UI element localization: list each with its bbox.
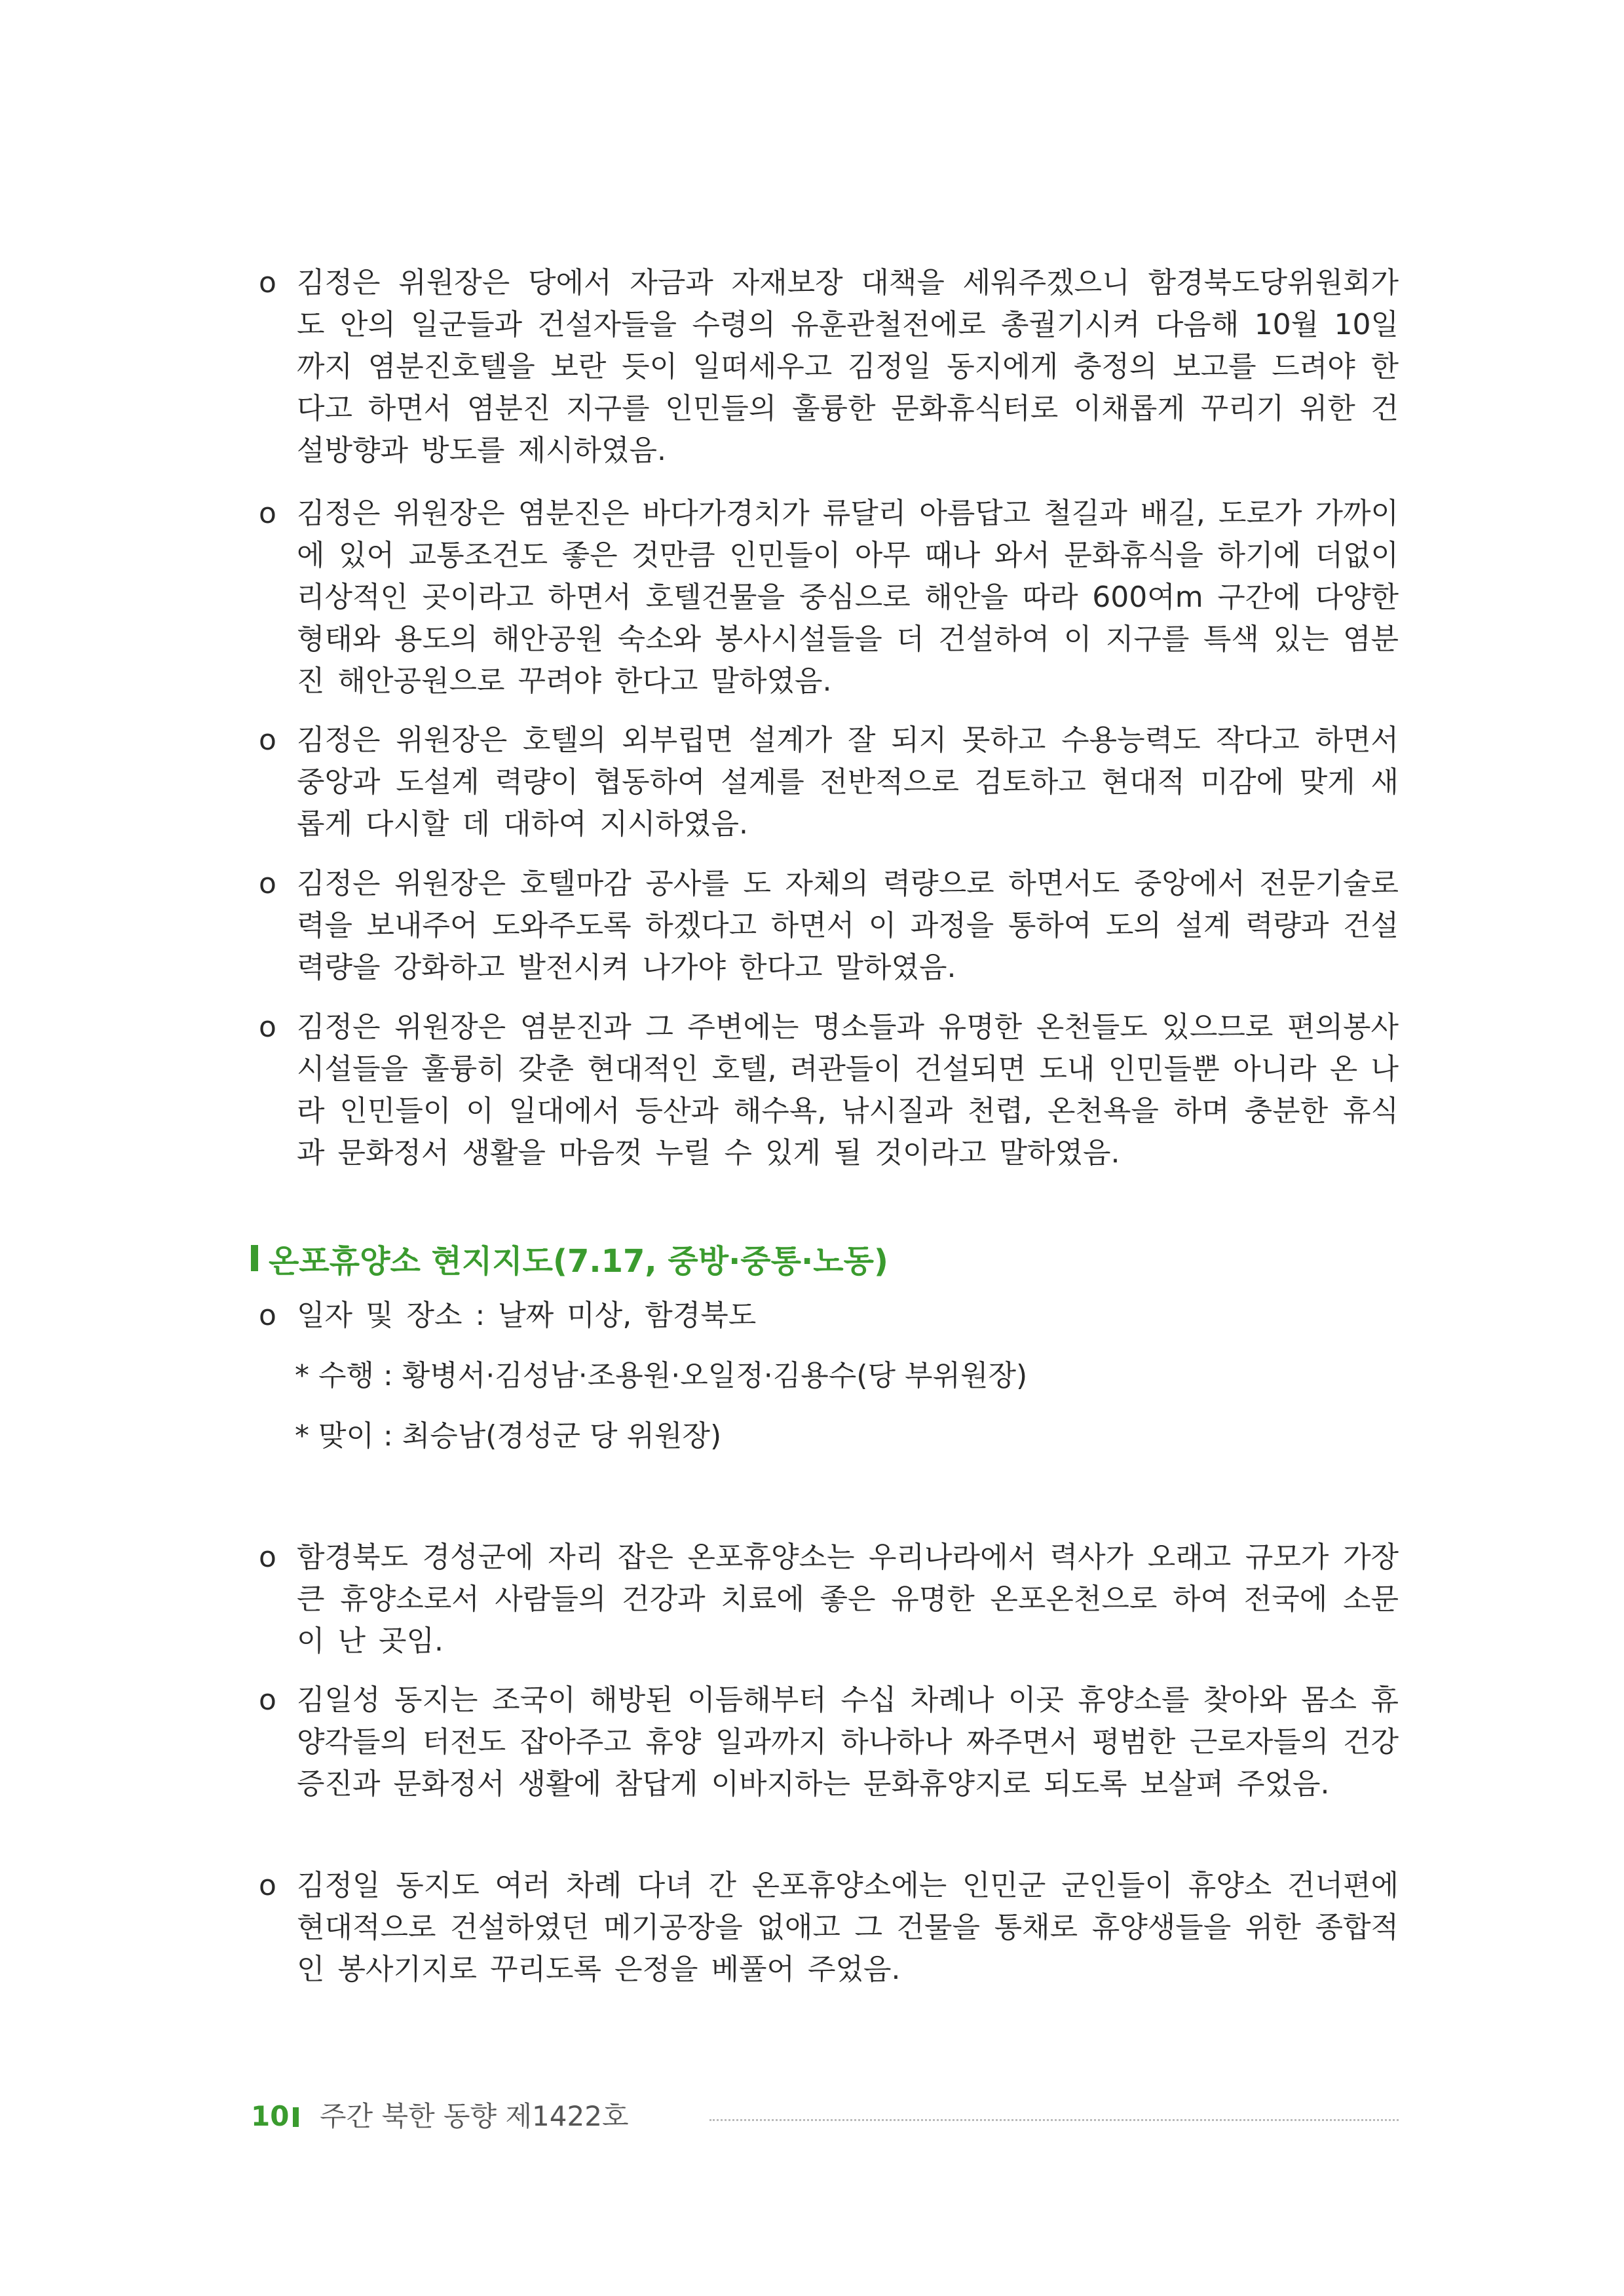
footer-dotted-rule	[709, 2119, 1399, 2121]
paragraph-text: 김정은 위원장은 호텔마감 공사를 도 자체의 력량으로 하면서도 중앙에서 전문기술로력을 보내주어 도와주도록 하겠다고 하면서 이 과정을 통하여 도의 설계 력량과 건설 력량을 강화하고 발전시켜 나가야 한다고 말하였음.	[297, 867, 1399, 984]
paragraph-item	[259, 719, 1399, 845]
paragraph-text: 김정은 위원장은 염분진과 그 주변에는 명소들과 유명한 온천들도 있으므로 편의봉사 시설들을 훌륭히 갖춘 현대적인 호텔, 려관들이 건설되면 도내 인민들뿐 아니라 온 나라 인민들이 이 일대에서 등산과 해수욕, 낚시질과 천렵, 온천욕을 하며 충분한 휴식과 문화정서 생활을 마음껏 누릴 수 있게 될 것이라고 말하였음.	[297, 1010, 1399, 1170]
paragraph-item	[259, 262, 1399, 472]
paragraph-text: 김일성 동지는 조국이 해방된 이듬해부터 수십 차례나 이곳 휴양소를 찾아와 몸소 휴양각들의 터전도 잡아주고 휴양 일과까지 하나하나 짜주면서 평범한 근로자들의 건강증진과 문화정서 생활에 참답게 이바지하는 문화휴양지로 되도록 보살펴 주었음.	[297, 1683, 1399, 1801]
bullet-marker: o	[259, 867, 276, 900]
bullet-marker: o	[259, 1540, 276, 1574]
heading-bar	[251, 1245, 258, 1271]
paragraph-item	[259, 493, 1399, 702]
section-title: 온포휴양소 현지지도(7.17, 중방·중통·노동)	[269, 1242, 888, 1280]
paragraph-item	[259, 1537, 1399, 1662]
paragraph-item	[259, 1679, 1399, 1805]
paragraph-item	[259, 863, 1399, 989]
paragraph-item	[259, 1865, 1399, 1991]
date-place-text: 일자 및 장소 : 날짜 미상, 함경북도	[297, 1299, 757, 1332]
section-heading	[251, 1235, 888, 1281]
page-footer	[251, 2097, 1399, 2136]
bullet-marker: o	[259, 1299, 276, 1332]
page-number: 10	[251, 2100, 290, 2132]
publication-name: 주간 북한 동향 제1422호	[320, 2100, 629, 2132]
paragraph-item	[259, 1006, 1399, 1174]
bullet-marker: o	[259, 1683, 276, 1717]
paragraph-text: 김정은 위원장은 염분진은 바다가경치가 류달리 아름답고 철길과 배길, 도로가 가까이에 있어 교통조건도 좋은 것만큼 인민들이 아무 때나 와서 문화휴식을 하기에 더없이 리상적인 곳이라고 하면서 호텔건물을 중심으로 해안을 따라 600여m 구간에 다양한 형태와 용도의 해안공원 숙소와 봉사시설들을 더 건설하여 이 지구를 특색 있는 염분진 해안공원으로 꾸려야 한다고 말하였음.	[297, 497, 1399, 698]
bullet-marker: o	[259, 723, 276, 757]
escort-line: * 수행 : 황병서·김성남·조용원·오일정·김용수(당 부위원장)	[295, 1359, 1028, 1392]
paragraph-text: 김정은 위원장은 당에서 자금과 자재보장 대책을 세워주겠으니 함경북도당위원회가 도 안의 일군들과 건설자들을 수령의 유훈관철전에로 총궐기시켜 다음해 10월 10일까지 염분진호텔을 보란 듯이 일떠세우고 김정일 동지에게 충정의 보고를 드려야 한다고 하면서 염분진 지구를 인민들의 훌륭한 문화휴식터로 이채롭게 꾸리기 위한 건설방향과 방도를 제시하였음.	[297, 266, 1399, 467]
paragraph-text: 함경북도 경성군에 자리 잡은 온포휴양소는 우리나라에서 력사가 오래고 규모가 가장 큰 휴양소로서 사람들의 건강과 치료에 좋은 유명한 온포온천으로 하여 전국에 소문이 난 곳임.	[297, 1540, 1399, 1658]
bullet-marker: o	[259, 266, 276, 299]
bullet-marker: o	[259, 1869, 276, 1902]
date-place-item	[259, 1295, 1399, 1337]
bullet-marker: o	[259, 1010, 276, 1044]
paragraph-text: 김정은 위원장은 호텔의 외부립면 설계가 잘 되지 못하고 수용능력도 작다고 하면서 중앙과 도설계 력량이 협동하여 설계를 전반적으로 검토하고 현대적 미감에 맞게 새롭게 다시할 데 대하여 지시하였음.	[297, 723, 1399, 841]
greeter-line: * 맞이 : 최승남(경성군 당 위원장)	[295, 1419, 722, 1453]
footer-bar	[293, 2107, 299, 2127]
paragraph-text: 김정일 동지도 여러 차례 다녀 간 온포휴양소에는 인민군 군인들이 휴양소 건너편에 현대적으로 건설하였던 메기공장을 없애고 그 건물을 통채로 휴양생들을 위한 종합적인 봉사기지로 꾸리도록 은정을 베풀어 주었음.	[297, 1869, 1399, 1986]
bullet-marker: o	[259, 497, 276, 530]
